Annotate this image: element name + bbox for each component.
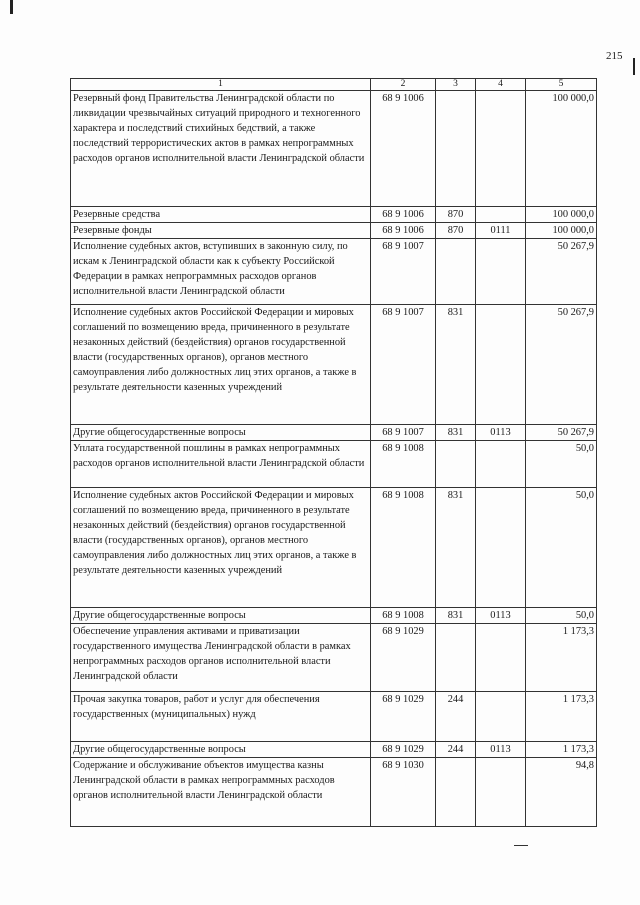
table-row [71,223,597,239]
name-cell: Исполнение судебных актов, вступивших в законную силу, по искам к Ленинградской области как к субъекту Российской Федерации в рамках непрограммных расходов органов исполнительной власти Ленинградской области [71,239,371,305]
name-cell: Резервный фонд Правительства Ленинградской области по ликвидации чрезвычайных ситуаций природного и техногенного характера и последствий стихийных бедствий, а также последствий террористических актов в рамках непрограммных расходов органов исполнительной власти Ленинградской области [71,91,371,207]
section-cell [476,305,526,425]
table-row [71,207,597,223]
column-header-3: 3 [436,79,476,91]
target-code-cell: 68 9 1030 [371,758,436,827]
expense-type-cell [436,239,476,305]
amount-cell: 100 000,0 [526,91,597,207]
amount-cell: 94,8 [526,758,597,827]
target-code-cell: 68 9 1006 [371,207,436,223]
page-number: 215 [606,50,623,62]
amount-cell: 100 000,0 [526,223,597,239]
name-cell: Другие общегосударственные вопросы [71,425,371,441]
scan-edge-mark [10,0,13,14]
amount-cell: 1 173,3 [526,624,597,692]
target-code-cell: 68 9 1008 [371,608,436,624]
amount-cell: 50 267,9 [526,425,597,441]
target-code-cell: 68 9 1029 [371,624,436,692]
name-cell: Резервные средства [71,207,371,223]
expense-type-cell: 244 [436,692,476,742]
target-code-cell: 68 9 1008 [371,441,436,488]
amount-cell: 50,0 [526,488,597,608]
name-cell: Резервные фонды [71,223,371,239]
expense-type-cell: 244 [436,742,476,758]
section-cell [476,239,526,305]
expense-type-cell [436,441,476,488]
expense-type-cell: 831 [436,488,476,608]
amount-cell: 1 173,3 [526,692,597,742]
target-code-cell: 68 9 1008 [371,488,436,608]
section-cell: 0113 [476,608,526,624]
name-cell: Исполнение судебных актов Российской Федерации и мировых соглашений по возмещению вреда, причиненного в результате незаконных действий (бездействия) органов государственной власти (государственных органов), органов местного самоуправления либо должностных лиц этих органов, а также в результате деятельности казенных учреждений [71,305,371,425]
section-cell: 0113 [476,742,526,758]
amount-cell: 100 000,0 [526,207,597,223]
expense-type-cell: 831 [436,425,476,441]
name-cell: Прочая закупка товаров, работ и услуг для обеспечения государственных (муниципальных) нужд [71,692,371,742]
section-cell [476,624,526,692]
amount-cell: 50,0 [526,441,597,488]
table-row [71,425,597,441]
section-cell [476,441,526,488]
table-row [71,488,597,608]
column-header-4: 4 [476,79,526,91]
target-code-cell: 68 9 1007 [371,425,436,441]
expense-type-cell [436,758,476,827]
section-cell [476,758,526,827]
column-header-1: 1 [71,79,371,91]
scan-dash-mark [514,845,528,846]
amount-cell: 50 267,9 [526,305,597,425]
amount-cell: 50,0 [526,608,597,624]
name-cell: Обеспечение управления активами и приватизации государственного имущества Ленинградской области в рамках непрограммных расходов органов исполнительной власти Ленинградской области [71,624,371,692]
section-cell [476,207,526,223]
target-code-cell: 68 9 1006 [371,91,436,207]
table-row [71,624,597,692]
name-cell: Содержание и обслуживание объектов имущества казны Ленинградской области в рамках непрограммных расходов органов исполнительной власти Ленинградской области [71,758,371,827]
expense-type-cell [436,624,476,692]
section-cell [476,488,526,608]
amount-cell: 1 173,3 [526,742,597,758]
target-code-cell: 68 9 1007 [371,239,436,305]
table-row [71,742,597,758]
margin-bar [633,58,635,75]
table-row [71,608,597,624]
section-cell: 0111 [476,223,526,239]
name-cell: Исполнение судебных актов Российской Федерации и мировых соглашений по возмещению вреда, причиненного в результате незаконных действий (бездействия) органов государственной власти (государственных органов), органов местного самоуправления либо должностных лиц этих органов, а также в результате деятельности казенных учреждений [71,488,371,608]
table-row [71,758,597,827]
section-cell [476,91,526,207]
name-cell: Другие общегосударственные вопросы [71,742,371,758]
expense-type-cell: 831 [436,305,476,425]
header-row [71,79,597,91]
target-code-cell: 68 9 1029 [371,742,436,758]
target-code-cell: 68 9 1006 [371,223,436,239]
amount-cell: 50 267,9 [526,239,597,305]
expense-type-cell: 870 [436,223,476,239]
table-row [71,441,597,488]
expense-type-cell: 831 [436,608,476,624]
target-code-cell: 68 9 1029 [371,692,436,742]
name-cell: Уплата государственной пошлины в рамках непрограммных расходов органов исполнительной власти Ленинградской области [71,441,371,488]
table-row [71,692,597,742]
budget-table [70,78,597,827]
target-code-cell: 68 9 1007 [371,305,436,425]
table-row [71,91,597,207]
section-cell: 0113 [476,425,526,441]
column-header-2: 2 [371,79,436,91]
column-header-5: 5 [526,79,597,91]
name-cell: Другие общегосударственные вопросы [71,608,371,624]
expense-type-cell: 870 [436,207,476,223]
section-cell [476,692,526,742]
expense-type-cell [436,91,476,207]
table-row [71,239,597,305]
table-row [71,305,597,425]
